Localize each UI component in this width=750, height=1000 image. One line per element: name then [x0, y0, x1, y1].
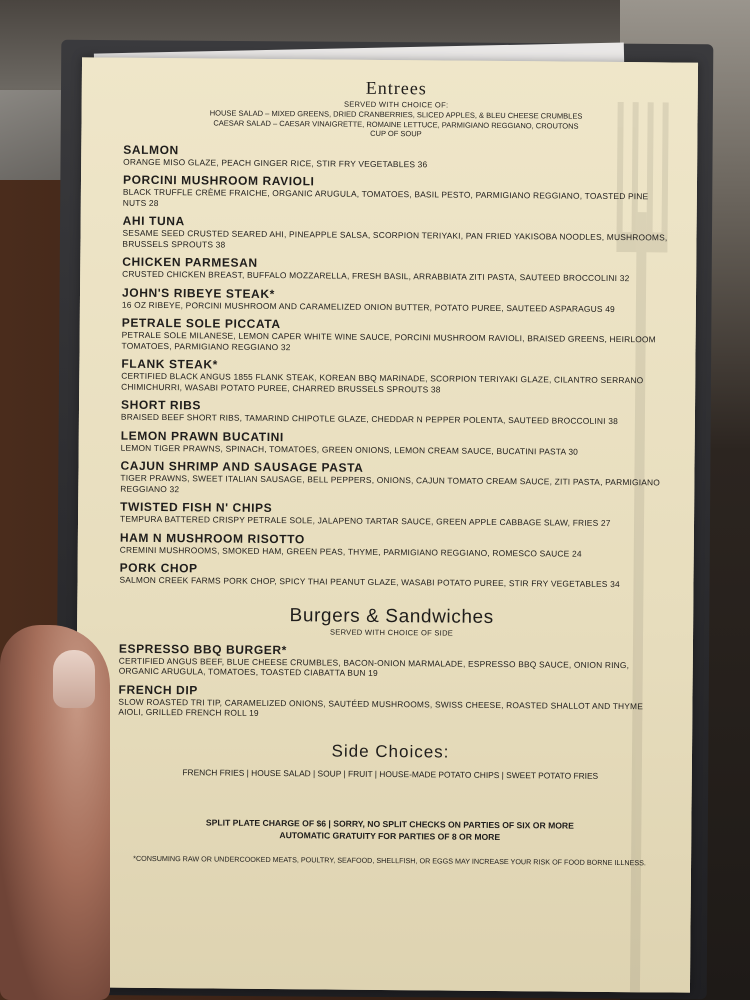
menu-item-name: HAM N MUSHROOM RISOTTO	[119, 530, 305, 546]
menu-item-description: BRAISED BEEF SHORT RIBS, TAMARIND CHIPOTLE GLAZE, CHEDDAR N PEPPER POLENTA, SAUTEED BROCCOLINI 38	[120, 411, 619, 427]
menu-item	[119, 561, 664, 590]
menu-item-name: FRENCH DIP	[118, 682, 198, 697]
menu-item-description: 16 OZ RIBEYE, PORCINI MUSHROOM AND CARAMELIZED ONION BUTTER, POTATO PUREE, SAUTEED ASPARAGUS 49	[121, 299, 615, 314]
menu-item-name: ESPRESSO BBQ BURGER*	[118, 641, 288, 657]
menu-page	[74, 57, 698, 992]
menu-item-name: PORK CHOP	[119, 560, 198, 576]
burgers-subtitle: SERVED WITH CHOICE OF SIDE	[329, 627, 454, 638]
entree-choice: CUP OF SOUP	[370, 128, 422, 139]
menu-item	[121, 357, 666, 397]
menu-item-name: SHORT RIBS	[120, 397, 202, 413]
menu-item-description: CREMINI MUSHROOMS, SMOKED HAM, GREEN PEAS, THYME, PARMIGIANO REGGIANO, ROMESCO SAUCE 24	[119, 544, 582, 559]
menu-item-name: TWISTED FISH N' CHIPS	[120, 499, 273, 516]
menu-item-name: PETRALE SOLE PICCATA	[121, 315, 281, 332]
menu-item	[120, 500, 665, 529]
menu-item	[120, 459, 665, 499]
menu-item-description: TEMPURA BATTERED CRISPY PETRALE SOLE, JALAPENO TARTAR SAUCE, GREEN APPLE CABBAGE SLAW, FRIES 27	[120, 513, 611, 528]
menu-item-description: SESAME SEED CRUSTED SEARED AHI, PINEAPPLE SALSA, SCORPION TERIYAKI, PAN FRIED YAKISOBA NOODLES, MUSHROOMS, BRUSSELS SPROUTS 38	[122, 227, 668, 250]
menu-item	[123, 173, 668, 213]
menu-item	[122, 316, 667, 356]
entree-choice: HOUSE SALAD – MIXED GREENS, DRIED CRANBERRIES, SLICED APPLES, & BLEU CHEESE CRUMBLES	[209, 108, 583, 121]
menu-item-name: CHICKEN PARMESAN	[122, 254, 258, 270]
thumbnail	[53, 650, 95, 708]
food-safety-disclaimer: *CONSUMING RAW OR UNDERCOOKED MEATS, POULTRY, SEAFOOD, SHELLFISH, OR EGGS MAY INCREASE YOUR RISK OF FOOD BORNE ILLNESS.	[133, 853, 646, 867]
menu-item	[122, 255, 667, 284]
menu-item-description: CERTIFIED ANGUS BEEF, BLUE CHEESE CRUMBLES, BACON-ONION MARMALADE, ESPRESSO BBQ SAUCE, ONION RING, ORGANIC ARUGULA, TOMATOES, TOASTED CIABATTA BUN 19	[118, 655, 630, 678]
menu-content	[117, 68, 669, 867]
menu-item-description: PETRALE SOLE MILANESE, LEMON CAPER WHITE WINE SAUCE, PORCINI MUSHROOM RAVIOLI, BRAISED GREENS, HEIRLOOM TOMATOES, PARMIGIANO REGGIANO 32	[121, 329, 656, 352]
sides-title: Side Choices:	[331, 741, 450, 762]
menu-item-description: SALMON CREEK FARMS PORK CHOP, SPICY THAI PEANUT GLAZE, WASABI POTATO PUREE, STIR FRY VEGETABLES 34	[119, 574, 620, 590]
menu-item-name: AHI TUNA	[122, 213, 185, 229]
entree-choice: CAESAR SALAD – CAESAR VINAIGRETTE, ROMAINE LETTUCE, PARMIGIANO REGGIANO, CROUTONS	[213, 117, 579, 131]
menu-item-description: SLOW ROASTED TRI TIP, CARAMELIZED ONIONS, SAUTÉED MUSHROOMS, SWISS CHEESE, ROASTED SHALLOT AND THYME AIOLI, GRILLED FRENCH ROLL 19	[118, 696, 644, 718]
menu-item-description: BLACK TRUFFLE CRÈME FRAICHE, ORGANIC ARUGULA, TOMATOES, BASIL PESTO, PARMIGIANO REGGIANO, TOASTED PINE NUTS 28	[122, 186, 649, 208]
menu-item-name: LEMON PRAWN BUCATINI	[120, 428, 284, 444]
menu-item	[122, 285, 667, 314]
menu-item-name: JOHN'S RIBEYE STEAK*	[121, 285, 275, 301]
menu-item	[121, 398, 666, 427]
menu-item-description: CERTIFIED BLACK ANGUS 1855 FLANK STEAK, KOREAN BBQ MARINADE, SCORPION TERIYAKI GLAZE, CILANTRO SERRANO CHIMICHURRI, WASABI POTATO PUREE, CHARRED BRUSSELS SPROUTS 38	[121, 370, 644, 394]
menu-item	[121, 428, 666, 457]
menu-item-name: SALMON	[123, 142, 179, 157]
menu-item-name: PORCINI MUSHROOM RAVIOLI	[122, 172, 315, 189]
split-plate-note	[117, 815, 662, 844]
menu-item	[118, 682, 663, 722]
split-plate-line: SPLIT PLATE CHARGE OF $6 | SORRY, NO SPLIT CHECKS ON PARTIES OF SIX OR MORE	[205, 816, 574, 831]
gratuity-line: AUTOMATIC GRATUITY FOR PARTIES OF 8 OR MORE	[279, 829, 501, 842]
entrees-title: Entrees	[365, 77, 427, 99]
entrees-subtitle: SERVED WITH CHOICE OF:	[343, 99, 449, 110]
menu-item-name: FLANK STEAK*	[121, 356, 219, 372]
menu-item	[123, 142, 668, 171]
sides-list: FRENCH FRIES | HOUSE SALAD | SOUP | FRUIT | HOUSE-MADE POTATO CHIPS | SWEET POTATO FRIES	[182, 766, 599, 781]
menu-item-description: LEMON TIGER PRAWNS, SPINACH, TOMATOES, GREEN ONIONS, LEMON CREAM SAUCE, BUCATINI PASTA 30	[120, 442, 579, 457]
burgers-title: Burgers & Sandwiches	[289, 604, 494, 628]
menu-item	[122, 214, 667, 254]
menu-item-description: ORANGE MISO GLAZE, PEACH GINGER RICE, STIR FRY VEGETABLES 36	[123, 156, 428, 169]
menu-item-description: CRUSTED CHICKEN BREAST, BUFFALO MOZZARELLA, FRESH BASIL, ARRABBIATA ZITI PASTA, SAUTEED BROCCOLINI 32	[122, 268, 630, 284]
menu-item-name: CAJUN SHRIMP AND SAUSAGE PASTA	[120, 458, 364, 475]
menu-item	[119, 641, 664, 681]
menu-item-description: TIGER PRAWNS, SWEET ITALIAN SAUSAGE, BELL PEPPERS, ONIONS, CAJUN TOMATO CREAM SAUCE, ZITI PASTA, PARMIGIANO REGGIANO 32	[120, 472, 661, 494]
menu-item	[120, 530, 665, 559]
